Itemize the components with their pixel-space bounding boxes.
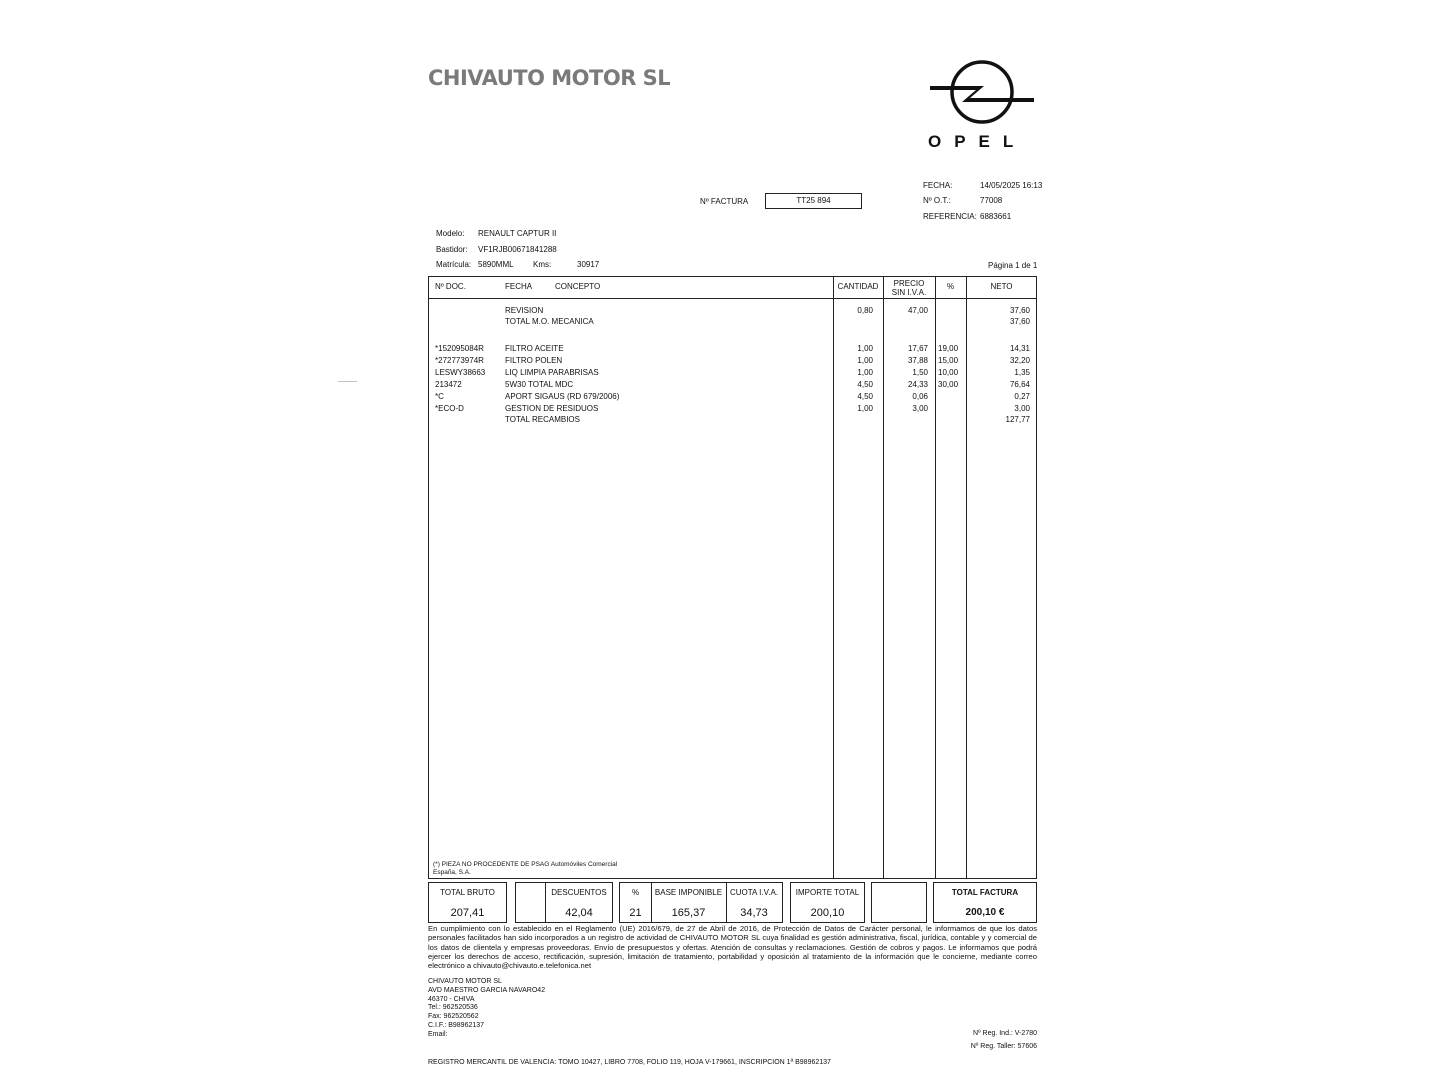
header-fecha: FECHA <box>505 282 533 291</box>
total-bruto-box <box>428 882 507 923</box>
total-factura-label: TOTAL FACTURA <box>951 888 1019 897</box>
cell-concepto: FILTRO POLEN <box>505 356 563 365</box>
total-bruto-label: TOTAL BRUTO <box>440 888 495 897</box>
cell-pct: 19,00 <box>938 344 959 353</box>
cell-cantidad: 1,00 <box>857 344 873 353</box>
cell-concepto: TOTAL M.O. MECANICA <box>505 317 594 326</box>
footnote-line2: España, S.A. <box>433 868 471 876</box>
cell-neto: 37,60 <box>1009 317 1030 326</box>
col-divider <box>935 276 936 879</box>
cell-concepto: TOTAL RECAMBIOS <box>505 415 580 424</box>
matricula-value: 5890MML <box>478 260 514 269</box>
descuentos-cell <box>545 883 613 922</box>
company-address <box>428 978 545 1040</box>
brand-logo-text: OPEL <box>928 132 1027 151</box>
cell-doc: 213472 <box>435 380 462 389</box>
cell-neto: 1,35 <box>1014 368 1030 377</box>
cell-concepto: APORT SIGAUS (RD 679/2006) <box>505 392 620 401</box>
col-divider <box>833 276 834 879</box>
cell-cantidad: 1,00 <box>857 368 873 377</box>
cell-precio: 37,88 <box>907 356 928 365</box>
cell-neto: 3,00 <box>1014 404 1030 413</box>
address-line: Email: <box>428 1030 448 1038</box>
cell-neto: 76,64 <box>1009 380 1030 389</box>
modelo-value: RENAULT CAPTUR II <box>478 229 557 238</box>
cell-concepto: REVISION <box>505 306 544 315</box>
total-factura-box <box>933 882 1037 923</box>
header-precio: PRECIO <box>893 279 925 288</box>
cell-neto: 37,60 <box>1009 306 1030 315</box>
importe-value: 200,10 <box>810 907 845 919</box>
cell-cantidad: 1,00 <box>857 356 873 365</box>
header-pct: % <box>946 282 955 291</box>
items-table <box>428 276 1037 879</box>
cell-precio: 24,33 <box>907 380 928 389</box>
cell-precio: 1,50 <box>912 368 928 377</box>
cell-doc: *272773974R <box>435 356 484 365</box>
total-factura-value: 200,10 € <box>965 907 1005 918</box>
base-value: 165,37 <box>671 907 706 919</box>
stray-mark <box>338 381 357 382</box>
empty-box <box>871 882 927 923</box>
cell-doc: *152095084R <box>435 344 484 353</box>
cell-concepto: FILTRO ACEITE <box>505 344 564 353</box>
col-divider <box>883 276 884 879</box>
cell-cantidad: 4,50 <box>857 392 873 401</box>
descuentos-label: DESCUENTOS <box>551 888 607 897</box>
descuentos-box <box>515 882 613 923</box>
cuota-label: CUOTA I.V.A. <box>729 888 778 897</box>
address-line: CHIVAUTO MOTOR SL <box>428 978 502 985</box>
pct-label: % <box>631 888 640 897</box>
page-indicator: Página 1 de 1 <box>988 261 1038 270</box>
header-cantidad: CANTIDAD <box>837 282 879 291</box>
iva-box <box>619 882 783 923</box>
cell-precio: 3,00 <box>912 404 928 413</box>
address-line: 46370 - CHIVA <box>428 995 475 1003</box>
cell-doc: LESWY38663 <box>435 368 486 377</box>
cell-cantidad: 1,00 <box>857 404 873 413</box>
table-header-divider <box>428 298 1037 299</box>
factura-number: TT25 894 <box>765 193 862 209</box>
cell-doc: *C <box>435 392 444 401</box>
header-precio-sub: SIN I.V.A. <box>891 288 927 297</box>
pct-value: 21 <box>629 907 642 919</box>
address-line: Fax: 962520562 <box>428 1013 479 1021</box>
cuota-cell <box>726 883 782 922</box>
bastidor-value: VF1RJB00671841288 <box>478 245 557 254</box>
modelo-label: Modelo: <box>436 229 465 238</box>
fecha-label: FECHA: <box>923 181 953 190</box>
cell-precio: 17,67 <box>907 344 928 353</box>
cell-doc: *ECO-D <box>435 404 464 413</box>
cell-cantidad: 4,50 <box>857 380 873 389</box>
ot-value: 77008 <box>980 196 1003 205</box>
bastidor-label: Bastidor: <box>436 245 468 254</box>
kms-label: Kms: <box>533 260 552 269</box>
col-divider <box>966 276 967 879</box>
address-line: AVD MAESTRO GARCIA NAVARO42 <box>428 986 546 994</box>
cell-concepto: 5W30 TOTAL MDC <box>505 380 574 389</box>
address-line: C.I.F.: B98962137 <box>428 1021 485 1029</box>
legal-notice: En cumplimiento con lo establecido en el Reglamento (UE) 2016/679, de 27 de Abril de 2016, de Protección de Datos de Carácter personal, le informamos de que los datos personales facilitados han sido incorporados a un registro de actividad de CHIVAUTO MOTOR SL cuya finalidad es gestión administrativa, fiscal, jurídica, contable y y comercial de los datos de clientela y empresas proveedoras. Envío de presupuestos y ofertas. Atención de consultas y reclamaciones. Gestión de cobros y pagos. Le informamos que podrá ejercer los derechos de acceso, rectificación, supresión, limitación de tratamiento, portabilidad y oposición al tratamiento de la información que le concierne, mediante correo electrónico a chivauto@chivauto.e.telefonica.net <box>428 924 1037 971</box>
referencia-label: REFERENCIA: <box>923 212 977 221</box>
header-concepto: CONCEPTO <box>555 282 601 291</box>
cell-precio: 0,06 <box>912 392 928 401</box>
ot-label: Nº O.T.: <box>923 196 951 205</box>
total-bruto-value: 207,41 <box>450 907 485 919</box>
cell-neto: 14,31 <box>1009 344 1030 353</box>
importe-label: IMPORTE TOTAL <box>795 888 860 897</box>
pct-cell <box>620 883 651 922</box>
cell-pct: 15,00 <box>938 356 959 365</box>
descuentos-value: 42,04 <box>565 907 593 919</box>
company-name: CHIVAUTO MOTOR SL <box>428 66 671 90</box>
factura-label: Nº FACTURA <box>700 197 749 206</box>
fecha-value: 14/05/2025 16:13 <box>980 181 1043 190</box>
header-doc: Nº DOC. <box>435 282 466 291</box>
kms-value: 30917 <box>577 260 600 269</box>
referencia-value: 6883661 <box>980 212 1012 221</box>
cell-cantidad: 0,80 <box>857 306 873 315</box>
matricula-label: Matrícula: <box>436 260 472 269</box>
cell-neto: 127,77 <box>1005 415 1030 424</box>
reg-ind: Nº Reg. Ind.: V-2780 <box>972 1030 1037 1037</box>
address-line: Tel.: 962520536 <box>428 1004 478 1012</box>
cell-precio: 47,00 <box>907 306 928 315</box>
opel-logo-icon <box>928 58 1036 130</box>
cuota-value: 34,73 <box>740 907 768 919</box>
cell-concepto: LIQ LIMPIA PARABRISAS <box>505 368 599 377</box>
header-neto: NETO <box>990 282 1013 291</box>
cell-pct: 10,00 <box>938 368 959 377</box>
footnote <box>433 861 617 876</box>
base-label: BASE IMPONIBLE <box>654 888 723 897</box>
importe-box <box>790 882 865 923</box>
footnote-line1: (*) PIEZA NO PROCEDENTE DE PSAG Automóviles Comercial <box>433 861 618 868</box>
reg-taller: Nº Reg. Taller: 57606 <box>970 1043 1037 1050</box>
cell-concepto: GESTION DE RESIDUOS <box>505 404 599 413</box>
base-cell <box>651 883 726 922</box>
cell-neto: 32,20 <box>1009 356 1030 365</box>
cell-neto: 0,27 <box>1014 392 1030 401</box>
registro-mercantil: REGISTRO MERCANTIL DE VALENCIA: TOMO 10427, LIBRO 7708, FOLIO 119, HOJA V-179661, INSCRIPCION 1ª B98962137 <box>428 1059 831 1066</box>
cell-pct: 30,00 <box>938 380 959 389</box>
